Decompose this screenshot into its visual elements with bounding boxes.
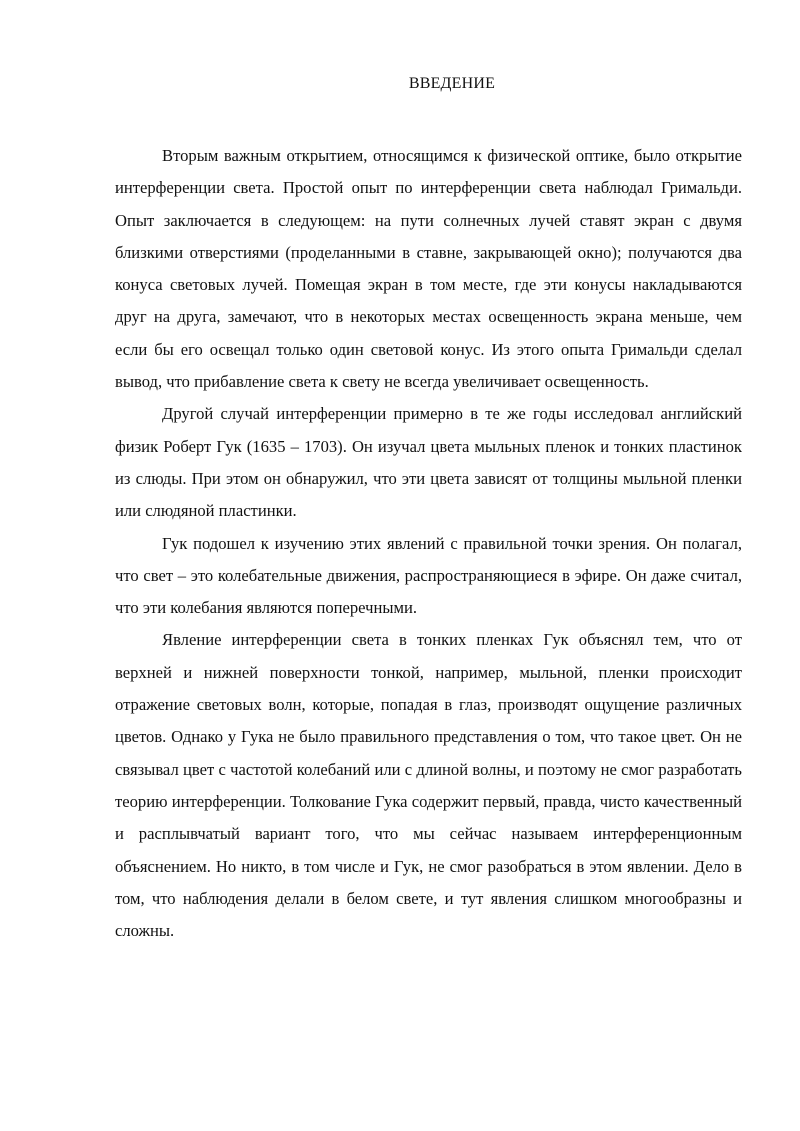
paragraph-hooke-theory: Гук подошел к изучению этих явлений с правильной точки зрения. Он полагал, что свет – это колебательные движения, распространяющиеся в эфире. Он даже считал, что эти колебания являются поперечными. [115, 533, 742, 618]
paragraph-grimaldi: Вторым важным открытием, относящимся к физической оптике, было открытие интерференции света. Простой опыт по интерференции света наблюдал Гримальди. Опыт заключается в следующем: на пути солнечных лучей ставят экран с двумя близкими отверстиями (проделанными в ставне, закрывающей окно); получаются два конуса световых лучей. Помещая экран в том месте, где эти конусы накладываются друг на друга, замечают, что в некоторых местах освещенность экрана меньше, чем если бы его освещал только один световой конус. Из этого опыта Гримальди сделал вывод, что прибавление света к свету не всегда увеличивает освещенность. [115, 146, 742, 392]
paragraph-hooke-films: Другой случай интерференции примерно в те же годы исследовал английский физик Роберт Гук (1635 – 1703). Он изучал цвета мыльных пленок и тонких пластинок из слюды. При этом он обнаружил, что эти цвета зависят от толщины мыльной пленки или слюдяной пластинки. [115, 404, 742, 521]
paragraph-hooke-explanation: Явление интерференции света в тонких пленках Гук объяснял тем, что от верхней и нижней поверхности тонкой, например, мыльной, пленки происходит отражение световых волн, которые, попадая в глаз, производят ощущение различных цветов. Однако у Гука не было правильного представления о том, что такое цвет. Он не связывал цвет с частотой колебаний или с длиной волны, и поэтому не смог разработать теорию интерференции. Толкование Гука содержит первый, правда, чисто качественный и расплывчатый вариант того, что мы сейчас называем интерференционным объяснением. Но никто, в том числе и Гук, не смог разобраться в этом явлении. Дело в том, что наблюдения делали в белом свете, и тут явления слишком многообразны и сложны. [115, 630, 742, 941]
page-title: ВВЕДЕНИЕ [408, 75, 496, 92]
document-body [115, 140, 742, 947]
